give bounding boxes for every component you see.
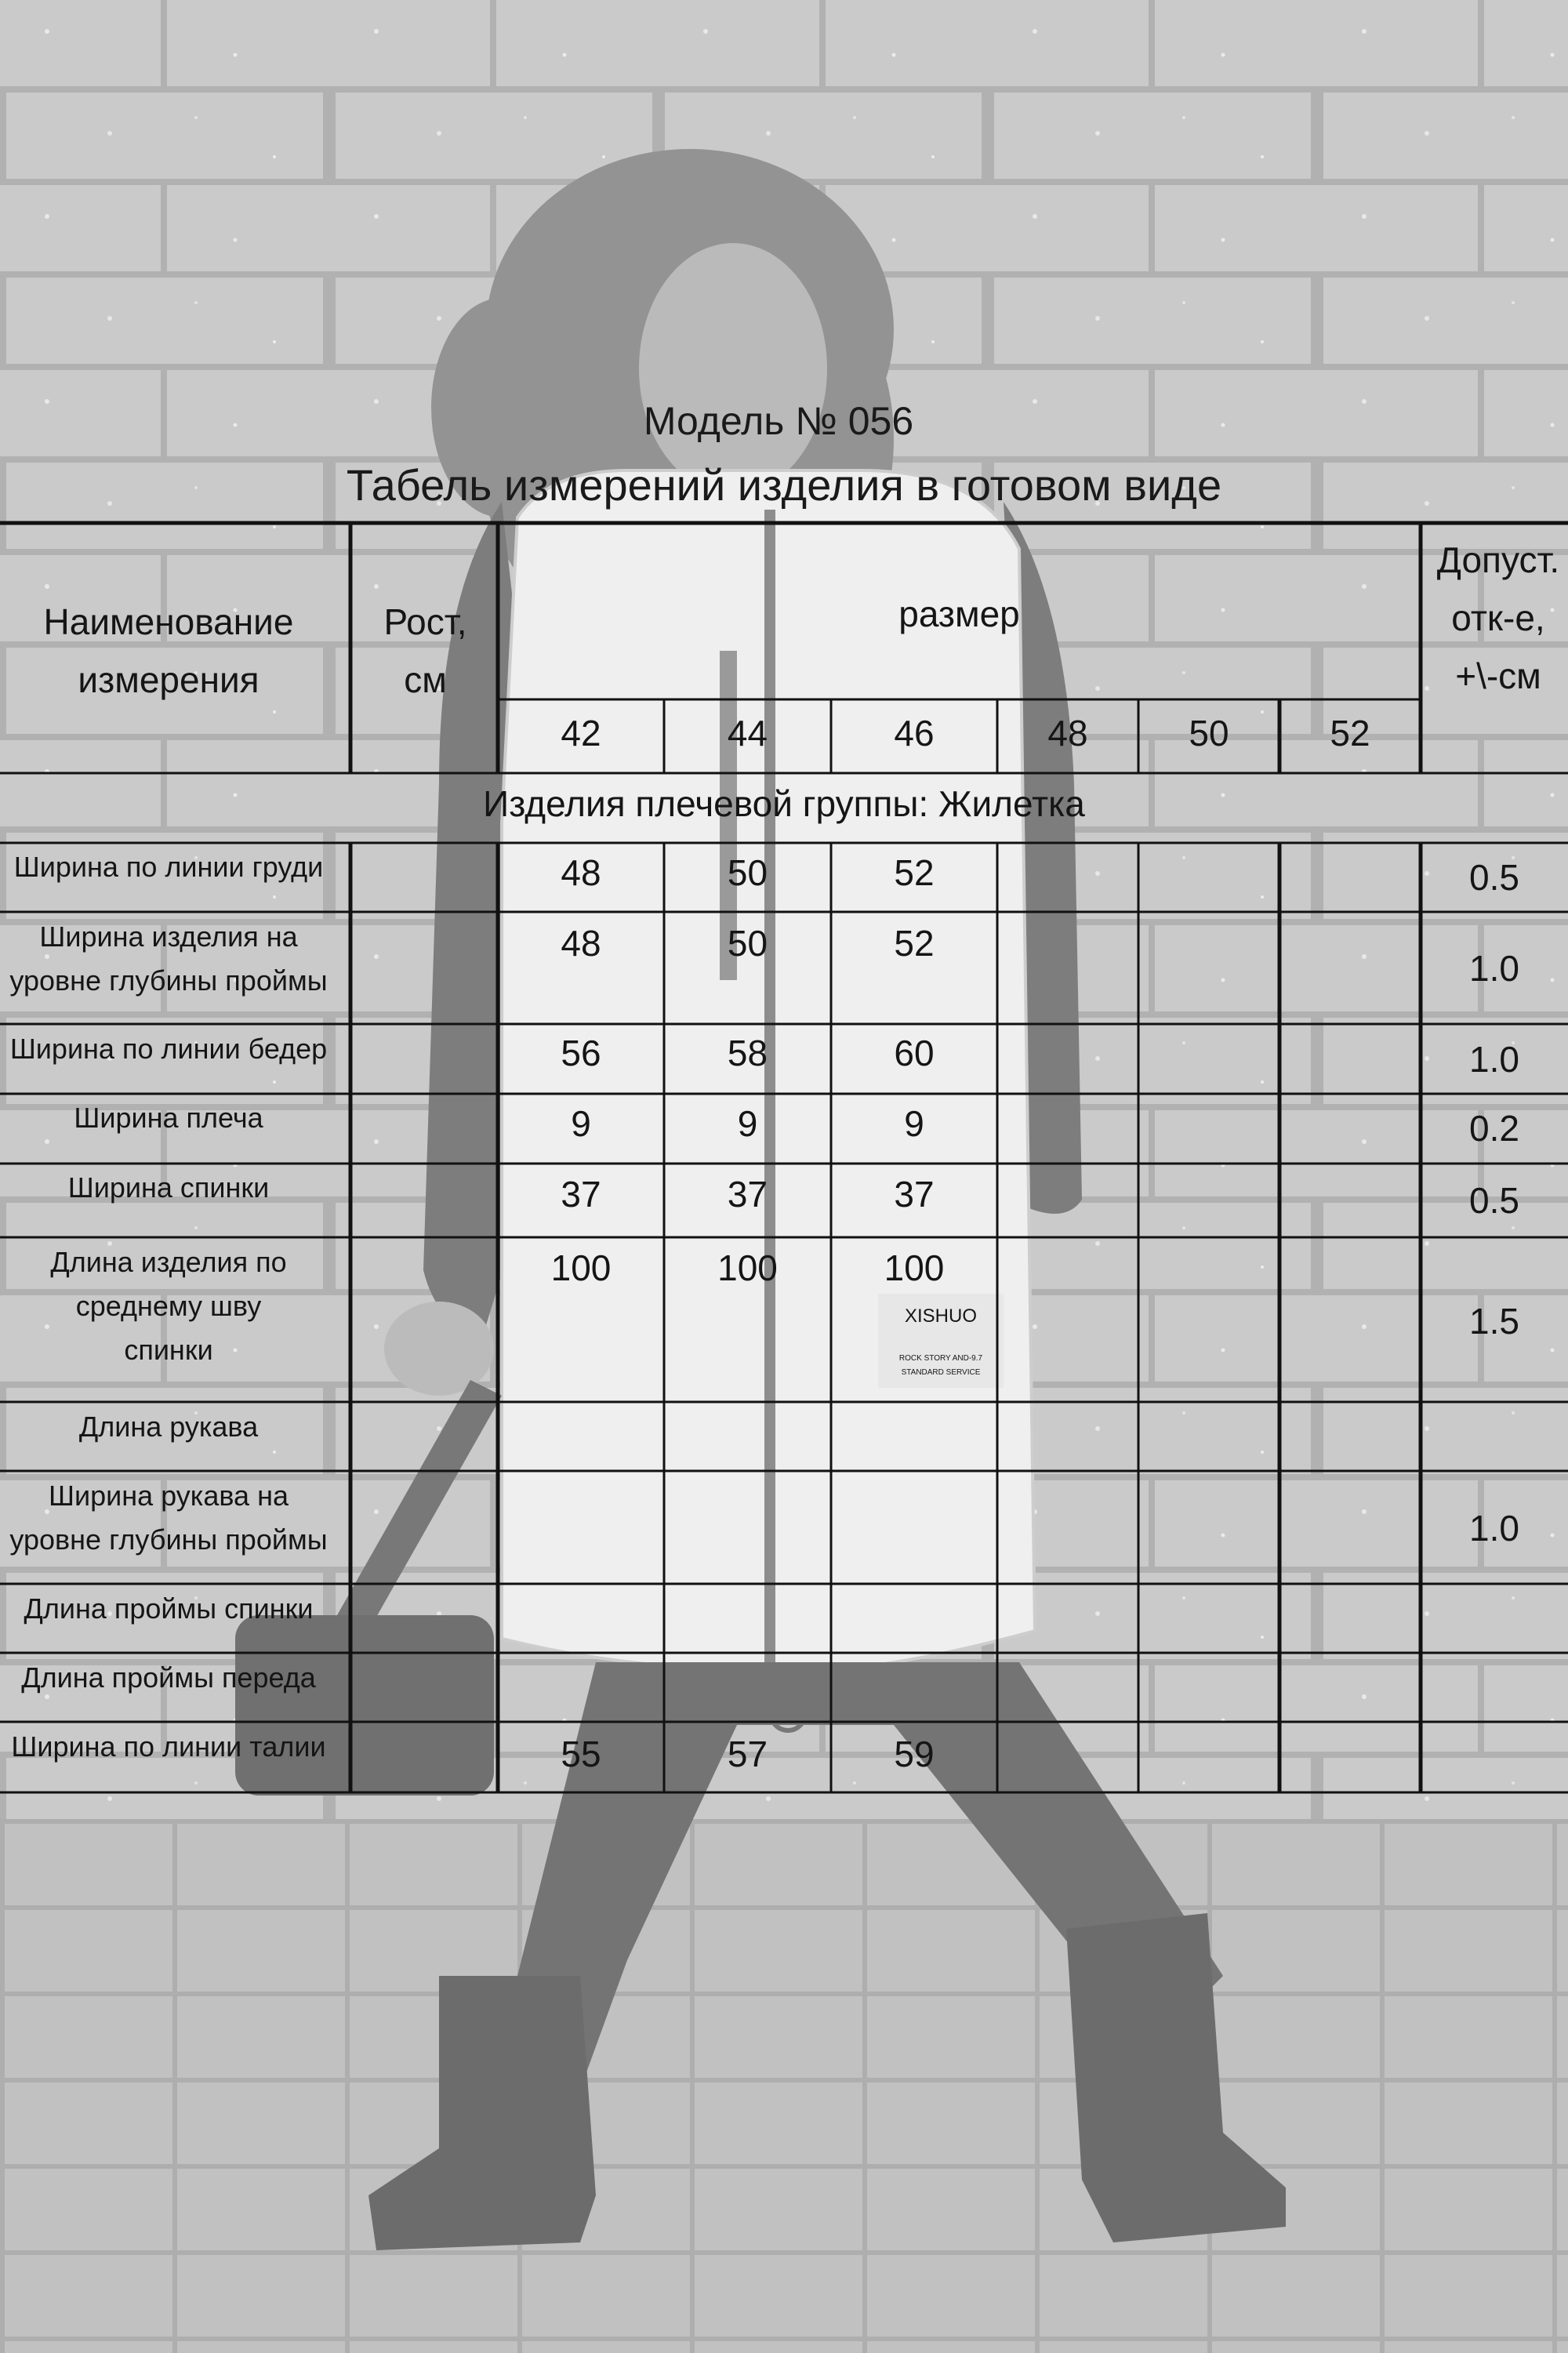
row-value: 100: [884, 1247, 945, 1288]
size-48: 48: [1047, 713, 1088, 753]
garment-label-line2: STANDARD SERVICE: [901, 1368, 981, 1377]
row-value: 37: [894, 1174, 935, 1215]
row-value: 9: [571, 1103, 591, 1144]
row-label-length: Длина изделия по среднему шву спинки: [50, 1246, 287, 1366]
row-label-front-armhole: Длина проймы переда: [21, 1661, 316, 1694]
row-label-armhole-width: Ширина изделия на уровне глубины проймы: [9, 921, 328, 997]
row-value: 100: [550, 1247, 612, 1288]
row-value: 48: [561, 852, 601, 893]
row-label-shoulder: Ширина плеча: [74, 1102, 263, 1134]
row-value: 58: [727, 1033, 768, 1073]
row-value: 9: [904, 1103, 924, 1144]
row-value: 56: [561, 1033, 601, 1073]
row-value: 60: [894, 1033, 935, 1073]
section-title: Изделия плечевой группы: Жилетка: [483, 783, 1085, 824]
garment-label-brand: XISHUO: [904, 1305, 977, 1327]
row-value: 50: [727, 923, 768, 964]
row-value: 37: [561, 1174, 601, 1215]
row-value: 37: [727, 1174, 768, 1215]
row-tolerance: 1.0: [1469, 1039, 1519, 1080]
row-tolerance: 0.2: [1469, 1108, 1519, 1149]
row-value: 57: [727, 1734, 768, 1774]
row-label-sleeve-length: Длина рукава: [78, 1411, 259, 1443]
row-value: 55: [561, 1734, 601, 1774]
size-42: 42: [561, 713, 601, 753]
row-label-back-armhole: Длина проймы спинки: [24, 1592, 314, 1625]
column-header-size: размер: [898, 594, 1020, 634]
garment-label-line1: ROCK STORY AND-9.7: [898, 1354, 983, 1363]
row-label-waist: Ширина по линии талии: [11, 1730, 326, 1763]
row-value: 100: [717, 1247, 778, 1288]
column-header-height: Рост, см: [383, 601, 467, 700]
row-value: 52: [894, 923, 935, 964]
row-tolerance: 1.5: [1469, 1301, 1519, 1342]
row-value: 52: [894, 852, 935, 893]
column-header-name: Наименование измерения: [43, 601, 294, 700]
size-44: 44: [727, 713, 768, 753]
row-label-hips: Ширина по линии бедер: [9, 1033, 328, 1065]
row-tolerance: 0.5: [1469, 1180, 1519, 1221]
table-title: Табель измерений изделия в готовом виде: [346, 460, 1222, 510]
size-52: 52: [1330, 713, 1370, 753]
row-tolerance: 1.0: [1469, 948, 1519, 989]
row-value: 9: [737, 1103, 758, 1144]
row-label-chest: Ширина по линии груди: [13, 851, 324, 883]
row-tolerance: 1.0: [1469, 1508, 1519, 1549]
row-label-back-width: Ширина спинки: [67, 1171, 270, 1204]
column-header-tolerance: Допуст. отк-е, +\-см: [1436, 539, 1560, 696]
row-tolerance: 0.5: [1469, 857, 1519, 898]
size-50: 50: [1189, 713, 1229, 753]
model-number: Модель № 056: [643, 399, 914, 443]
row-value: 50: [727, 852, 768, 893]
size-46: 46: [894, 713, 935, 753]
row-value: 59: [894, 1734, 935, 1774]
row-label-sleeve-width: Ширина рукава на уровне глубины проймы: [9, 1480, 328, 1556]
row-value: 48: [561, 923, 601, 964]
